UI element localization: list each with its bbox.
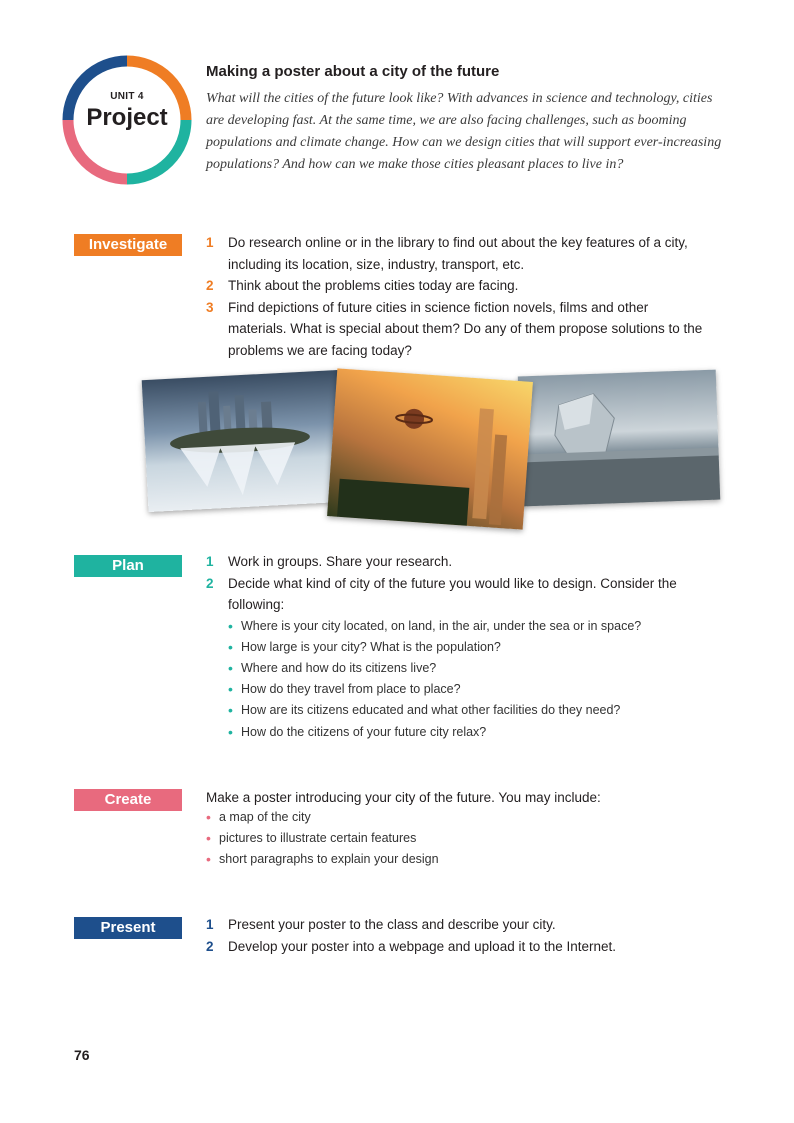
section-label-create: Create xyxy=(74,789,182,811)
bullet-text: How are its citizens educated and what other facilities do they need? xyxy=(241,703,621,718)
item-text: Do research online or in the library to find out about the key features of a city, including its location, size, industry, transport, etc. xyxy=(228,235,688,272)
investigate-list xyxy=(206,232,706,361)
item-number: 1 xyxy=(206,917,214,932)
floating-cube-city-photo xyxy=(518,370,720,507)
bullet-item xyxy=(206,849,439,870)
list-item xyxy=(206,232,706,275)
bullet-item xyxy=(206,807,439,828)
bullet-text: Where and how do its citizens live? xyxy=(241,660,437,675)
item-number: 2 xyxy=(206,938,214,954)
plan-list xyxy=(206,551,706,743)
unit-label: UNIT 4 xyxy=(110,91,144,102)
item-text: Present your poster to the class and describe your city. xyxy=(228,917,556,932)
page-number: 76 xyxy=(74,1047,90,1063)
item-number: 2 xyxy=(206,575,214,591)
item-text-main: Decide what kind of city of the future you would like to design. Consider the following: xyxy=(228,575,677,612)
bullet-text: How do they travel from place to place? xyxy=(241,682,461,697)
bullet-item xyxy=(228,722,706,743)
item-text: Develop your poster into a webpage and upload it to the Internet. xyxy=(228,938,617,954)
list-item xyxy=(206,936,706,958)
bullet-icon: • xyxy=(228,638,233,655)
list-item xyxy=(206,297,706,362)
list-item xyxy=(206,573,706,743)
intro-paragraph: What will the cities of the future look like? With advances in science and technology, cities are developing fast. At the same time, we are also facing challenges, such as booming populations and climate change. How can we design cities that will support ever-increasing populations? And how can we make those cities pleasant places to live in? xyxy=(206,91,722,172)
plan-bullet-list xyxy=(228,616,706,743)
create-bullet-list xyxy=(206,807,439,871)
badge-title: Project xyxy=(86,104,168,131)
bullet-item xyxy=(228,700,706,721)
bullet-text: How large is your city? What is the population? xyxy=(241,639,501,654)
bullet-item xyxy=(228,658,706,679)
item-number: 1 xyxy=(206,554,214,569)
section-label-investigate: Investigate xyxy=(74,234,182,256)
bullet-text: Where is your city located, on land, in the air, under the sea or in space? xyxy=(241,618,642,633)
futuristic-sunset-city-photo xyxy=(327,368,533,529)
bullet-icon: • xyxy=(206,830,211,847)
bullet-item xyxy=(228,637,706,658)
item-number: 2 xyxy=(206,278,214,293)
bullet-text: How do the citizens of your future city relax? xyxy=(241,724,487,739)
present-list xyxy=(206,914,706,957)
list-item xyxy=(206,914,706,936)
item-number: 3 xyxy=(206,299,214,315)
item-text: Find depictions of future cities in science fiction novels, films and other materials. What is special about them? Do any of them propose solutions to the problems we are facing today? xyxy=(228,299,703,358)
bullet-icon: • xyxy=(228,659,233,676)
item-text xyxy=(228,573,706,743)
bullet-text: short paragraphs to explain your design xyxy=(219,852,439,867)
floating-city-photo xyxy=(142,370,345,512)
item-text: Work in groups. Share your research. xyxy=(228,554,453,569)
list-item xyxy=(206,551,706,573)
bullet-item xyxy=(228,616,706,637)
list-item xyxy=(206,275,706,297)
page-title: Making a poster about a city of the future xyxy=(206,63,500,80)
bullet-text: pictures to illustrate certain features xyxy=(219,831,417,846)
bullet-item xyxy=(206,828,439,849)
section-label-plan: Plan xyxy=(74,555,182,577)
create-intro: Make a poster introducing your city of the future. You may include: xyxy=(206,790,601,805)
bullet-icon: • xyxy=(228,702,233,719)
bullet-icon: • xyxy=(228,681,233,698)
bullet-text: a map of the city xyxy=(219,810,311,824)
item-text: Think about the problems cities today are facing. xyxy=(228,278,519,293)
unit-badge xyxy=(62,55,192,185)
bullet-icon: • xyxy=(228,723,233,740)
section-label-present: Present xyxy=(74,917,182,939)
bullet-icon: • xyxy=(206,851,211,868)
bullet-item xyxy=(228,679,706,700)
bullet-icon: • xyxy=(228,617,233,634)
item-number: 1 xyxy=(206,235,214,250)
bullet-icon: • xyxy=(206,809,211,825)
